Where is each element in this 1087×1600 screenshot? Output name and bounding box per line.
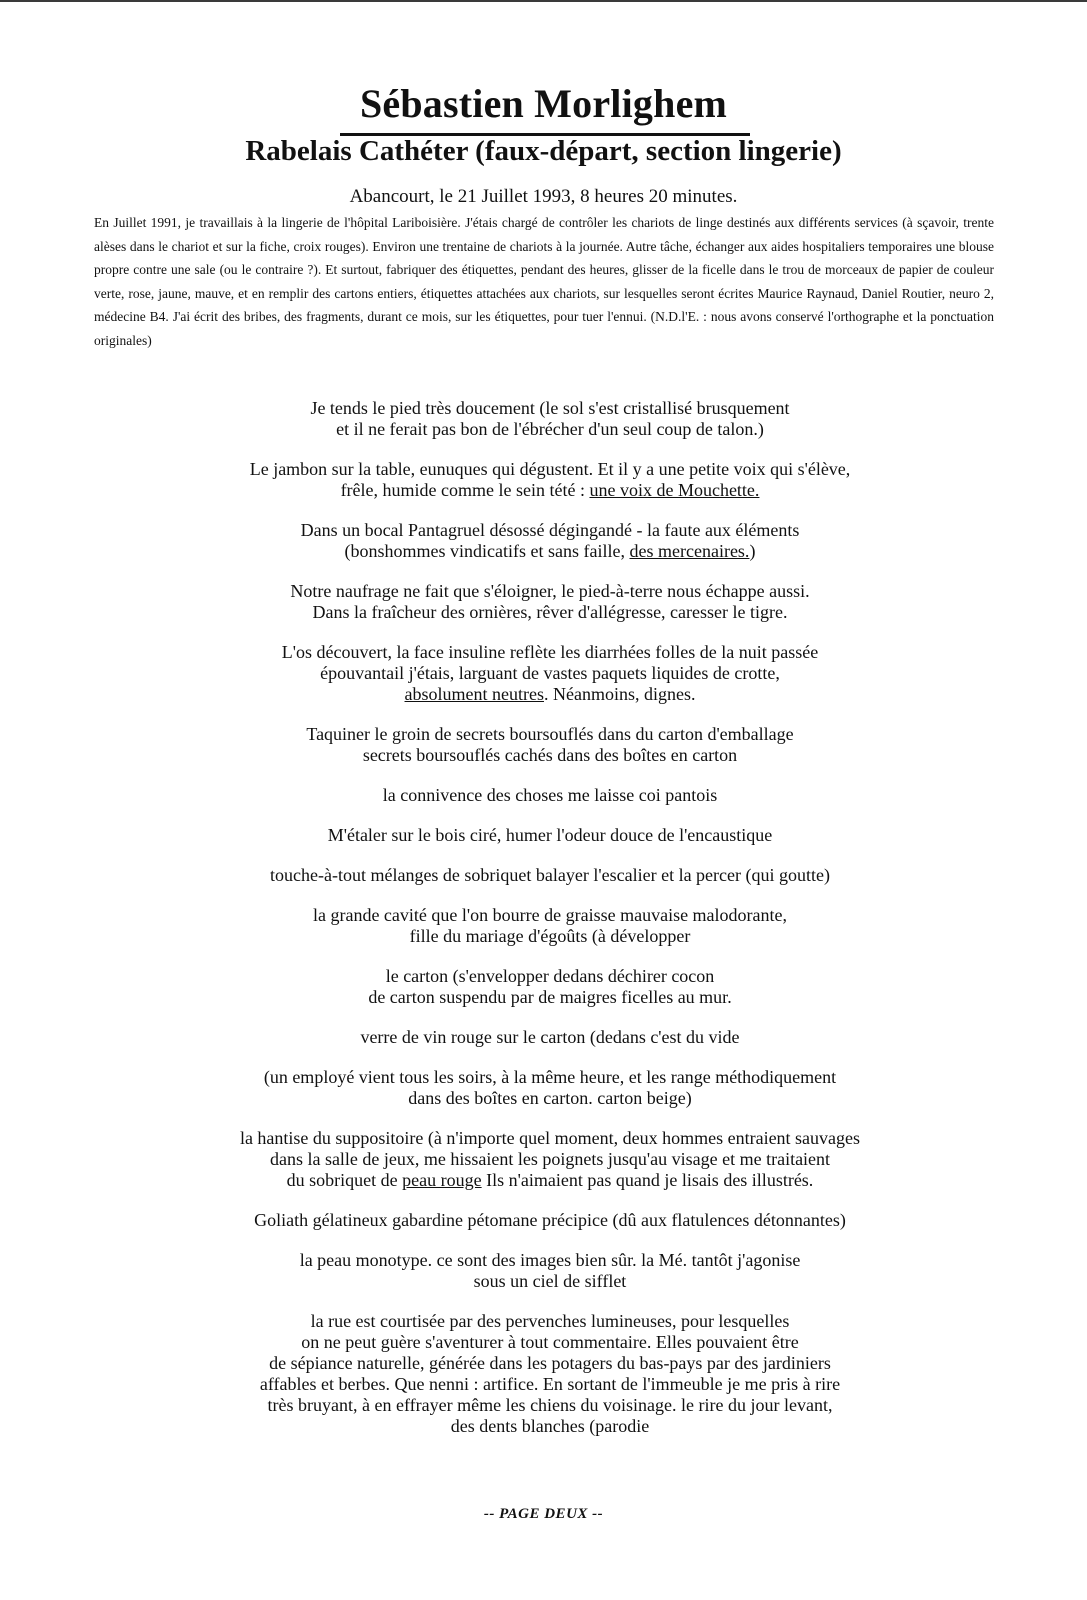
poem-body: [150, 398, 950, 1456]
poem-line: L'os découvert, la face insuline reflète les diarrhées folles de la nuit passée: [281, 642, 819, 662]
poem-fragment: Ils n'aimaient pas quand je lisais des illustrés.: [481, 1170, 814, 1190]
poem-line: affables et berbes. Que nenni : artifice. En sortant de l'immeuble je me pris à rire: [259, 1374, 841, 1394]
poem-line: des dents blanches (parodie: [450, 1416, 650, 1436]
underlined-fragment: peau rouge: [402, 1170, 482, 1190]
poem-line: (un employé vient tous les soirs, à la même heure, et les range méthodiquement: [263, 1067, 837, 1087]
poem-line: touche-à-tout mélanges de sobriquet balayer l'escalier et la percer (qui goutte): [270, 865, 830, 885]
poem-line: M'étaler sur le bois ciré, humer l'odeur douce de l'encaustique: [327, 825, 773, 845]
poem-line: verre de vin rouge sur le carton (dedans c'est du vide: [360, 1027, 740, 1047]
poem-line: épouvantail j'étais, larguant de vastes paquets liquides de crotte,: [320, 663, 780, 683]
stanza: [150, 1128, 950, 1191]
poem-line: dans la salle de jeux, me hissaient les poignets jusqu'au visage et me traitaient: [269, 1149, 831, 1169]
stanza: [150, 520, 950, 562]
poem-line: Notre naufrage ne fait que s'éloigner, le pied-à-terre nous échappe aussi.: [290, 581, 810, 601]
intro-paragraph: En Juillet 1991, je travaillais à la lingerie de l'hôpital Lariboisière. J'étais chargé de contrôler les chariots de linge destinés aux différents services (à sçavoir, trente alèses dans le chariot et sur la fiche, croix rouges). Environ une trentaine de chariots à la journée. Autre tâche, échanger aux aides hospitaliers temporaires une blouse propre contre une sale (ou le contraire ?). Et surtout, fabriquer des étiquettes, pendant des heures, glisser de la ficelle dans le trou de morceaux de papier de couleur verte, rose, jaune, mauve, et en remplir des cartons entiers, étiquettes attachées aux chariots, sur lesquelles seront écrites Maurice Raynaud, Daniel Routier, neuro 2, médecine B4. J'ai écrit des bribes, des fragments, durant ce mois, sur les étiquettes, pour tuer l'ennui. (N.D.l'E. : nous avons conservé l'orthographe et la ponctuation originales): [94, 215, 994, 348]
stanza: [150, 1027, 950, 1048]
poem-fragment: ): [749, 541, 756, 561]
dateline: Abancourt, le 21 Juillet 1993, 8 heures 20 minutes.: [349, 186, 738, 207]
poem-line: [150, 480, 950, 501]
poem-line: Dans la fraîcheur des ornières, rêver d'allégresse, caresser le tigre.: [312, 602, 788, 622]
poem-line: la hantise du suppositoire (à n'importe quel moment, deux hommes entraient sauvages: [239, 1128, 861, 1148]
page-footer: -- PAGE DEUX --: [483, 1506, 604, 1522]
poem-line: la rue est courtisée par des pervenches lumineuses, pour lesquelles: [310, 1311, 790, 1331]
stanza: [150, 1250, 950, 1292]
stanza: [150, 1210, 950, 1231]
stanza: [150, 724, 950, 766]
work-subtitle: Rabelais Cathéter (faux-départ, section lingerie): [245, 135, 842, 167]
stanza: [150, 1067, 950, 1109]
poem-line: la connivence des choses me laisse coi pantois: [382, 785, 718, 805]
stanza: [150, 905, 950, 947]
stanza: [150, 966, 950, 1008]
poem-line: [150, 541, 950, 562]
poem-line: [150, 1170, 950, 1191]
poem-line: Goliath gélatineux gabardine pétomane précipice (dû aux flatulences détonnantes): [254, 1210, 846, 1230]
poem-line: secrets boursouflés cachés dans des boîtes en carton: [362, 745, 738, 765]
stanza: [150, 398, 950, 440]
stanza: [150, 865, 950, 886]
poem-line: Le jambon sur la table, eunuques qui dégustent. Et il y a une petite voix qui s'élève,: [249, 459, 851, 479]
poem-line: la grande cavité que l'on bourre de graisse mauvaise malodorante,: [312, 905, 788, 925]
poem-fragment: . Néanmoins, dignes.: [543, 684, 696, 704]
poem-line: Je tends le pied très doucement (le sol s'est cristallisé brusquement: [310, 398, 790, 418]
underlined-fragment: des mercenaires.: [629, 541, 750, 561]
poem-line: fille du mariage d'égoûts (à développer: [409, 926, 691, 946]
poem-line: et il ne ferait pas bon de l'ébrécher d'un seul coup de talon.): [336, 419, 764, 439]
stanza: [150, 642, 950, 705]
poem-line: de sépiance naturelle, générée dans les potagers du bas-pays par des jardiniers: [269, 1353, 831, 1373]
poem-line: Dans un bocal Pantagruel désossé dégingandé - la faute aux éléments: [300, 520, 800, 540]
poem-line: sous un ciel de sifflet: [473, 1271, 627, 1291]
poem-fragment: du sobriquet de: [286, 1170, 403, 1190]
stanza: [150, 459, 950, 501]
underlined-fragment: absolument neutres: [404, 684, 544, 704]
stanza: [150, 581, 950, 623]
poem-line: de carton suspendu par de maigres ficelles au mur.: [368, 987, 732, 1007]
poem-fragment: (bonshommes vindicatifs et sans faille,: [344, 541, 630, 561]
stanza: [150, 825, 950, 846]
underlined-fragment: une voix de Mouchette.: [589, 480, 760, 500]
author-title: Sébastien Morlighem: [359, 81, 728, 126]
poem-line: le carton (s'envelopper dedans déchirer cocon: [385, 966, 715, 986]
poem-line: très bruyant, à en effrayer même les chiens du voisinage. le rire du jour levant,: [267, 1395, 833, 1415]
poem-line: on ne peut guère s'aventurer à tout commentaire. Elles pouvaient être: [301, 1332, 799, 1352]
poem-line: [150, 684, 950, 705]
poem-line: la peau monotype. ce sont des images bien sûr. la Mé. tantôt j'agonise: [299, 1250, 801, 1270]
poem-fragment: frêle, humide comme le sein tété :: [340, 480, 590, 500]
stanza: [150, 1311, 950, 1437]
top-rule: [0, 0, 1087, 2]
poem-line: dans des boîtes en carton. carton beige): [408, 1088, 692, 1108]
poem-line: Taquiner le groin de secrets boursouflés dans du carton d'emballage: [306, 724, 794, 744]
stanza: [150, 785, 950, 806]
